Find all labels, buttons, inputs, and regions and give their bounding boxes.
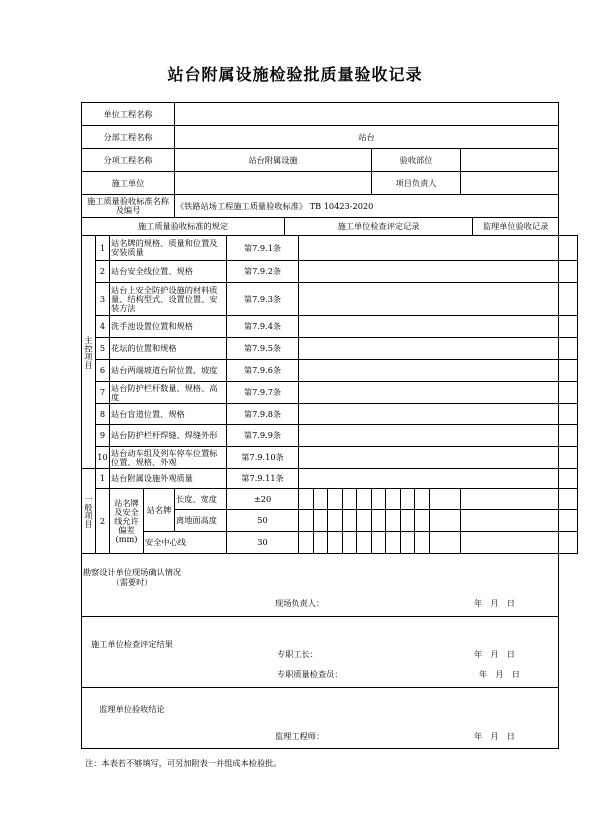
footnote: 注：本表若不够填写，可另加附表一并组成本检验批。 [85, 758, 282, 768]
general-item-supervisor[interactable] [559, 510, 578, 532]
main-item-no: 5 [96, 338, 110, 360]
supervising-engineer: 监理工程师： [275, 731, 325, 741]
main-item-no: 7 [96, 382, 110, 404]
main-item-record[interactable] [299, 316, 559, 338]
measure-cell[interactable] [343, 489, 357, 510]
measure-cell[interactable] [314, 510, 328, 532]
standard-value: 《铁路站场工程施工质量验收标准》 TB 10423-2020 [175, 195, 559, 218]
general-item-record[interactable] [299, 469, 559, 489]
general-item-name: 站台附属设施外观质量 [110, 469, 227, 489]
main-item-clause: 第7.9.8条 [227, 404, 299, 425]
main-item-supervisor[interactable] [559, 261, 578, 283]
main-item-supervisor[interactable] [559, 338, 578, 360]
contractor-label: 施工单位 [82, 172, 175, 195]
general-item-supervisor[interactable] [559, 489, 578, 510]
main-item-supervisor[interactable] [559, 283, 578, 316]
measure-cell[interactable] [430, 510, 461, 532]
main-item-clause: 第7.9.3条 [227, 283, 299, 316]
measure-cell[interactable] [343, 532, 357, 554]
main-control-label: 主控项目 [82, 236, 96, 469]
general-item-no: 1 [96, 469, 110, 489]
measure-cell[interactable] [386, 510, 401, 532]
main-item-no: 9 [96, 425, 110, 447]
main-item-no: 3 [96, 283, 110, 316]
contractor-result-block[interactable] [82, 617, 559, 688]
general-label: 一般项目 [82, 469, 96, 554]
main-item-record[interactable] [299, 283, 559, 316]
main-item-name: 站台两端坡道台阶位置、坡度 [110, 360, 227, 382]
main-item-supervisor[interactable] [559, 316, 578, 338]
main-item-no: 10 [96, 447, 110, 469]
main-item-clause: 第7.9.1条 [227, 236, 299, 261]
spec-column-header: 施工质量验收标准的规定 [82, 218, 285, 236]
measure-cell[interactable] [357, 510, 372, 532]
sub-project-value[interactable]: 站台 [175, 126, 559, 149]
measure-cell[interactable] [299, 489, 314, 510]
quality-inspector: 专职质量检查员： [277, 669, 343, 679]
main-item-record[interactable] [299, 447, 559, 469]
measure-cell[interactable] [415, 489, 430, 510]
main-item-record[interactable] [299, 338, 559, 360]
general-item-supervisor[interactable] [559, 532, 578, 554]
measure-cell[interactable] [314, 489, 328, 510]
tolerance-value: ±20 [227, 489, 299, 510]
tolerance-group-label: 站名牌及安全线允许偏差(mm) [110, 489, 144, 554]
measure-cell[interactable] [461, 489, 559, 510]
main-item-name: 花坛的位置和规格 [110, 338, 227, 360]
sign-label: 站名牌 [144, 489, 175, 532]
measure-cell[interactable] [461, 532, 559, 554]
contractor-result-label: 施工单位检查评定结果 [91, 639, 173, 649]
main-item-no: 2 [96, 261, 110, 283]
general-item-clause: 第7.9.11条 [227, 469, 299, 489]
measure-cell[interactable] [372, 532, 386, 554]
main-item-supervisor[interactable] [559, 425, 578, 447]
inspection-record-table [81, 102, 578, 749]
main-item-no: 1 [96, 236, 110, 261]
contractor-value[interactable] [175, 172, 372, 195]
main-item-clause: 第7.9.2条 [227, 261, 299, 283]
measure-cell[interactable] [328, 532, 343, 554]
supervisor-conclusion-block[interactable] [82, 688, 559, 749]
measure-cell[interactable] [357, 532, 372, 554]
date: 年 月 日 [474, 731, 515, 741]
item-project-label: 分项工程名称 [82, 149, 175, 172]
main-item-supervisor[interactable] [559, 236, 578, 261]
main-item-clause: 第7.9.7条 [227, 382, 299, 404]
accept-part-label: 验收部位 [372, 149, 461, 172]
main-item-clause: 第7.9.4条 [227, 316, 299, 338]
measure-cell[interactable] [430, 532, 461, 554]
main-item-clause: 第7.9.5条 [227, 338, 299, 360]
main-item-record[interactable] [299, 382, 559, 404]
supervisor-record-header: 监理单位验收记录 [473, 218, 559, 236]
main-item-name: 站台盲道位置、规格 [110, 404, 227, 425]
main-item-supervisor[interactable] [559, 360, 578, 382]
date: 年 月 日 [474, 598, 515, 608]
measure-cell[interactable] [401, 532, 415, 554]
survey-confirm-block[interactable] [82, 554, 559, 617]
measure-cell[interactable] [328, 489, 343, 510]
measure-cell[interactable] [430, 489, 461, 510]
measure-cell[interactable] [461, 510, 559, 532]
measure-cell[interactable] [299, 532, 314, 554]
unit-project-value[interactable] [175, 103, 559, 126]
date: 年 月 日 [479, 669, 520, 679]
project-manager-label: 项目负责人 [372, 172, 461, 195]
foreman: 专职工长： [277, 649, 318, 659]
standard-label: 施工质量验收标准名称及编号 [82, 195, 175, 218]
main-item-record[interactable] [299, 404, 559, 425]
main-item-record[interactable] [299, 425, 559, 447]
measure-cell[interactable] [328, 510, 343, 532]
general-item-supervisor[interactable] [559, 469, 578, 489]
unit-project-label: 单位工程名称 [82, 103, 175, 126]
main-item-name: 站名牌的规格、质量和位置及安装质量 [110, 236, 227, 261]
measure-cell[interactable] [401, 510, 415, 532]
tolerance-item-name: 长度、宽度 [175, 489, 227, 510]
measure-cell[interactable] [372, 510, 386, 532]
tolerance-item-name: 安全中心线 [144, 532, 227, 554]
main-item-name: 站台防护栏杆数量、规格、高度 [110, 382, 227, 404]
survey-label: 勘察设计单位现场确认情况（需要时） [82, 567, 182, 587]
measure-cell[interactable] [401, 489, 415, 510]
main-item-name: 洗手池设置位置和规格 [110, 316, 227, 338]
main-item-no: 4 [96, 316, 110, 338]
project-manager-value[interactable] [461, 172, 559, 195]
main-item-clause: 第7.9.10条 [227, 447, 299, 469]
measure-cell[interactable] [415, 510, 430, 532]
measure-cell[interactable] [299, 510, 314, 532]
page-title: 站台附属设施检验批质量验收记录 [167, 65, 423, 84]
tolerance-value: 30 [227, 532, 299, 554]
survey-person: 现场负责人： [275, 598, 325, 608]
main-item-supervisor[interactable] [559, 404, 578, 425]
main-item-record[interactable] [299, 261, 559, 283]
main-item-name: 站台安全线位置、规格 [110, 261, 227, 283]
main-item-record[interactable] [299, 360, 559, 382]
measure-cell[interactable] [343, 510, 357, 532]
measure-cell[interactable] [357, 489, 372, 510]
tolerance-value: 50 [227, 510, 299, 532]
measure-cell[interactable] [386, 489, 401, 510]
main-item-no: 6 [96, 360, 110, 382]
tolerance-item-name: 离地面高度 [175, 510, 227, 532]
main-item-record[interactable] [299, 236, 559, 261]
measure-cell[interactable] [415, 532, 430, 554]
contractor-record-header: 施工单位检查评定记录 [285, 218, 473, 236]
supervisor-conclusion-label: 监理单位验收结论 [99, 704, 165, 714]
general-item-no: 2 [96, 489, 110, 554]
main-item-no: 8 [96, 404, 110, 425]
sub-project-label: 分部工程名称 [82, 126, 175, 149]
main-item-supervisor[interactable] [559, 447, 578, 469]
main-item-name: 站台防护栏杆焊缝、焊缝外形 [110, 425, 227, 447]
measure-cell[interactable] [372, 489, 386, 510]
main-item-clause: 第7.9.9条 [227, 425, 299, 447]
measure-cell[interactable] [386, 532, 401, 554]
item-project-value[interactable]: 站台附属设施 [175, 149, 372, 172]
accept-part-value[interactable] [461, 149, 559, 172]
measure-cell[interactable] [314, 532, 328, 554]
main-item-clause: 第7.9.6条 [227, 360, 299, 382]
date: 年 月 日 [474, 649, 515, 659]
main-item-supervisor[interactable] [559, 382, 578, 404]
main-item-name: 站台上安全防护设施的材料质量、结构型式、设置位置、安装方法 [110, 283, 227, 316]
main-item-name: 站台动车组及列车停车位置标位置、规格、外观 [110, 447, 227, 469]
